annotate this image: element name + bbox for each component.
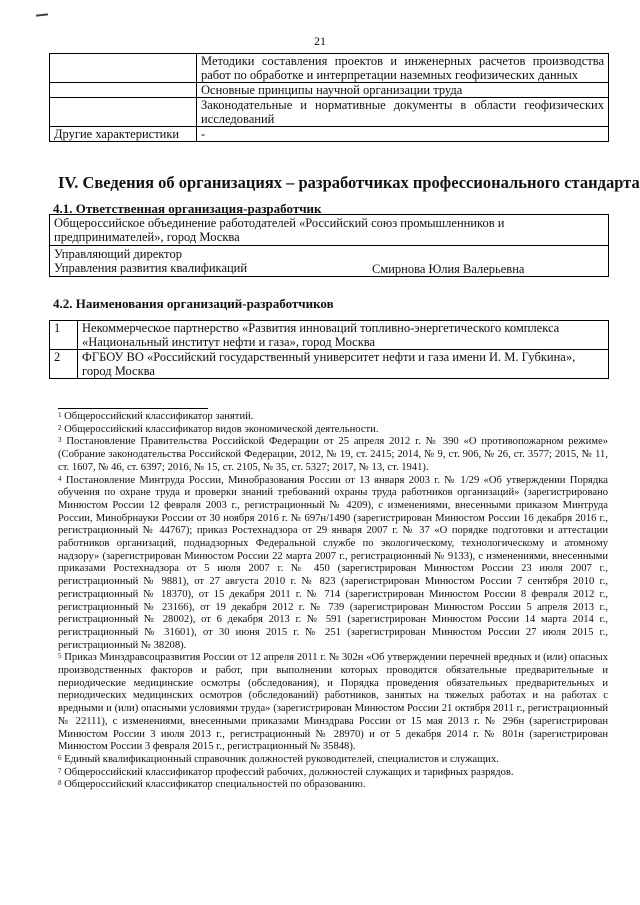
table-row bbox=[50, 83, 609, 98]
org-name: Общероссийское объединение работодателей «Российский союз промышленников и предпринимателей», город Москва bbox=[50, 215, 609, 246]
developers-heading: 4.2. Наименования организаций-разработчиков bbox=[53, 296, 334, 311]
footnote bbox=[58, 652, 608, 754]
footnote-text: Приказ Минздравсоцразвития России от 12 апреля 2011 г. № 302н «Об утверждении перечней вредных и (или) опасных производственных факторов и работ, при выполнении которых проводятся обязательные предварительные и периодические медицинские осмотры (обследования), и Порядка проведения обязательных предварительных и периодических медицинских осмотров (обследований) работников, занятых на тяжелых работах и на работах с вредными и (или) опасными условиями труда» (зарегистрирован Минюстом России 21 октября 2011 г., регистрационный № 22111), с изменениями, внесенными приказами Минздрава России от 15 мая 2013 г. № 296н (зарегистрирован Минюстом России 3 июля 2013 г., регистрационный № 28970) и от 5 декабря 2014 г. № 801н (зарегистрирован Минюстом России 3 февраля 2015 г., регистрационный № 35848). bbox=[58, 652, 608, 753]
developer-name: ФГБОУ ВО «Российский государственный университет нефти и газа имени И. М. Губкина», город Москва bbox=[78, 350, 609, 379]
table-cell-right: Законодательные и нормативные документы в области геофизических исследований bbox=[197, 98, 609, 127]
footnote-number: 6 bbox=[58, 753, 62, 762]
footnote-number: 5 bbox=[58, 652, 62, 661]
footnote-text: Постановление Минтруда России, Минобразования России от 13 января 2003 г. № 1/29 «Об утверждении Порядка обучения по охране труда и проверки знаний требований охраны труда работников организаций» (зарегистрировано Минюстом России 12 февраля 2003 г., регистрационный № 4209), с изменениями, внесенными приказом Минтруда России, Минобрнауки России от 30 ноября 2016 г. № 697н/1490 (зарегистрирован Минюстом России 16 декабря 2016 г., регистрационный № 44767); приказ Ростехнадзора от 29 января 2007 г. № 37 «О порядке подготовки и аттестации работников организаций, поднадзорных Федеральной службе по экологическому, технологическому и атомному надзору» (зарегистрирован Минюстом России 22 марта 2007 г., регистрационный № 9133), с изменениями, внесенными приказами Ростехнадзора от 5 июля 2007 г. № 450 (зарегистрирован Минюстом России 23 июля 2007 г., регистрационный № 9881), от 27 августа 2010 г. № 823 (зарегистрирован Минюстом России 7 сентября 2010 г., регистрационный № 18370), от 15 декабря 2011 г. № 714 (зарегистрирован Минюстом России 8 февраля 2012 г., регистрационный № 23166), от 19 декабря 2012 г. № 739 (зарегистрирован Минюстом России 5 апреля 2013 г., регистрационный № 28002), от 6 декабря 2013 г. № 591 (зарегистрирован Минюстом России 14 марта 2014 г., регистрационный № 31601), от 30 июня 2015 г. № 251 (зарегистрирован Минюстом России 27 июля 2015 г., регистрационный № 38208). bbox=[58, 474, 608, 651]
scan-mark bbox=[36, 13, 48, 16]
signatory-name: Смирнова Юлия Валерьевна bbox=[372, 262, 525, 276]
table-row bbox=[50, 215, 609, 246]
footnote-separator bbox=[58, 408, 208, 409]
developers-table bbox=[49, 320, 609, 379]
table-cell-left bbox=[50, 83, 197, 98]
table-row bbox=[50, 54, 609, 83]
footnote-number: 2 bbox=[58, 423, 62, 432]
footnote bbox=[58, 767, 608, 780]
footnote bbox=[58, 436, 608, 474]
table-row bbox=[50, 350, 609, 379]
footnote-text: Единый квалификационный справочник должностей руководителей, специалистов и служащих. bbox=[64, 753, 499, 765]
footnotes bbox=[58, 411, 608, 792]
footnote-text: Общероссийский классификатор специальностей по образованию. bbox=[64, 779, 366, 791]
footnote-text: Общероссийский классификатор занятий. bbox=[64, 411, 254, 422]
table-row bbox=[50, 127, 609, 142]
table-cell-right: - bbox=[197, 127, 609, 142]
row-number: 2 bbox=[50, 350, 78, 379]
footnote bbox=[58, 411, 608, 424]
footnote-number: 8 bbox=[58, 779, 62, 788]
table-cell-left bbox=[50, 54, 197, 83]
table-cell-left bbox=[50, 98, 197, 127]
signatory-cell bbox=[50, 246, 609, 277]
table-row bbox=[50, 98, 609, 127]
footnote bbox=[58, 475, 608, 653]
characteristics-table bbox=[49, 53, 609, 142]
responsible-org-table bbox=[49, 214, 609, 277]
responsible-org-heading: 4.1. Ответственная организация-разработчик bbox=[53, 201, 322, 216]
row-number: 1 bbox=[50, 321, 78, 350]
signatory-row bbox=[54, 261, 604, 275]
developer-name: Некоммерческое партнерство «Развития инноваций топливно-энергетического комплекса «Национальный институт нефти и газа», город Москва bbox=[78, 321, 609, 350]
table-cell-right: Основные принципы научной организации труда bbox=[197, 83, 609, 98]
footnote-text: Постановление Правительства Российской Федерации от 25 апреля 2012 г. № 390 «О противопожарном режиме» (Собрание законодательства Российской Федерации, 2012, № 19, ст. 2415; 2014, № 9, ст. 906, № 26, ст. 3577; 2015, № 11, ст. 1607, № 46, ст. 6397; 2016, № 15, ст. 2105, № 35, ст. 5327; 2017, № 13, ст. 1941). bbox=[58, 436, 608, 473]
footnote-number: 3 bbox=[58, 436, 62, 445]
section-title: IV. Сведения об организациях – разработчиках профессионального стандарта bbox=[58, 173, 640, 192]
signatory-position: Управляющий директор bbox=[54, 247, 182, 261]
table-cell-left: Другие характеристики bbox=[50, 127, 197, 142]
footnote-number: 1 bbox=[58, 411, 62, 419]
footnote-number: 4 bbox=[58, 474, 62, 483]
footnote-number: 7 bbox=[58, 766, 62, 775]
footnote bbox=[58, 754, 608, 767]
footnote-text: Общероссийский классификатор видов экономической деятельности. bbox=[64, 423, 379, 435]
table-row bbox=[50, 321, 609, 350]
signatory-department: Управления развития квалификаций bbox=[54, 261, 248, 275]
page-number: 21 bbox=[314, 34, 326, 48]
table-cell-right: Методики составления проектов и инженерных расчетов производства работ по обработке и интерпретации наземных геофизических данных bbox=[197, 54, 609, 83]
table-row bbox=[50, 246, 609, 277]
footnote bbox=[58, 779, 608, 792]
footnote-text: Общероссийский классификатор профессий рабочих, должностей служащих и тарифных разрядов. bbox=[64, 766, 514, 778]
footnote bbox=[58, 424, 608, 437]
